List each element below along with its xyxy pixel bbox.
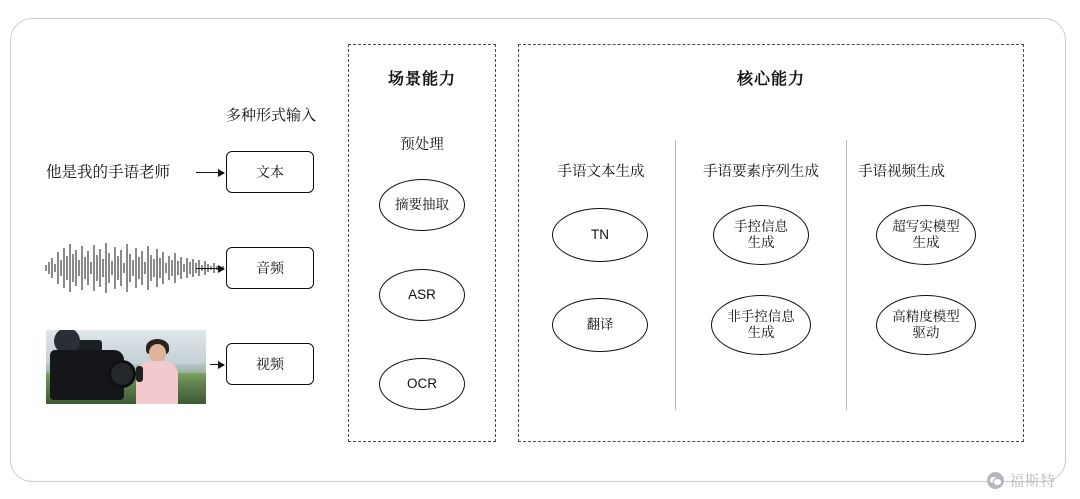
scene-subtitle-preprocess: 预处理 — [400, 137, 444, 153]
modality-label-audio: 音频 — [256, 260, 284, 276]
node-nonmanual-info-generation[interactable] — [711, 295, 811, 355]
modality-button-audio[interactable] — [226, 247, 314, 289]
arrow-audio-to-modality — [196, 268, 224, 269]
node-asr[interactable] — [379, 269, 465, 321]
core-subtitle-sign-video-generation: 手语视频生成 — [858, 164, 945, 180]
node-hyperreal-model-generation-line2: 生成 — [912, 235, 940, 250]
node-asr-label: ASR — [408, 287, 436, 303]
video-thumbnail — [46, 330, 206, 404]
modality-label-video: 视频 — [256, 356, 284, 372]
core-column-divider-1 — [675, 140, 676, 410]
modality-label-text: 文本 — [256, 164, 284, 180]
node-summary-extraction-label: 摘要抽取 — [395, 197, 449, 213]
node-manual-info-generation-line2: 生成 — [747, 235, 775, 250]
node-hyperreal-model-generation[interactable] — [876, 205, 976, 265]
text-input-sample: 他是我的手语老师 — [46, 164, 171, 181]
node-hyperreal-model-generation-line1: 超写实模型 — [892, 219, 960, 235]
arrow-video-to-modality — [210, 364, 224, 365]
input-section-title: 多种形式输入 — [225, 107, 316, 124]
core-subtitle-element-sequence-generation: 手语要素序列生成 — [703, 164, 819, 180]
core-subtitle-sign-text-generation: 手语文本生成 — [557, 164, 645, 180]
modality-button-text[interactable] — [226, 151, 314, 193]
node-translation-label: 翻译 — [586, 317, 614, 333]
node-ocr-label: OCR — [407, 376, 437, 392]
node-ocr[interactable] — [379, 358, 465, 410]
node-highprecision-model-driving-line1: 高精度模型 — [892, 309, 960, 325]
node-highprecision-model-driving[interactable] — [876, 295, 976, 355]
core-column-divider-2 — [846, 140, 847, 410]
node-translation[interactable] — [552, 298, 648, 352]
node-highprecision-model-driving-line2: 驱动 — [912, 325, 940, 340]
arrow-text-to-modality — [196, 172, 224, 173]
wechat-icon — [987, 472, 1004, 489]
watermark — [987, 470, 1057, 491]
core-capability-title: 核心能力 — [736, 71, 805, 88]
node-nonmanual-info-generation-line2: 生成 — [747, 325, 775, 340]
node-nonmanual-info-generation-line1: 非手控信息 — [727, 309, 795, 325]
node-tn-label: TN — [591, 227, 609, 243]
node-manual-info-generation[interactable] — [713, 205, 809, 265]
node-manual-info-generation-line1: 手控信息 — [734, 219, 788, 235]
scene-capability-title: 场景能力 — [387, 71, 456, 88]
node-summary-extraction[interactable] — [379, 179, 465, 231]
node-tn[interactable] — [552, 208, 648, 262]
watermark-label: 福斯特 — [1009, 474, 1056, 490]
modality-button-video[interactable] — [226, 343, 314, 385]
